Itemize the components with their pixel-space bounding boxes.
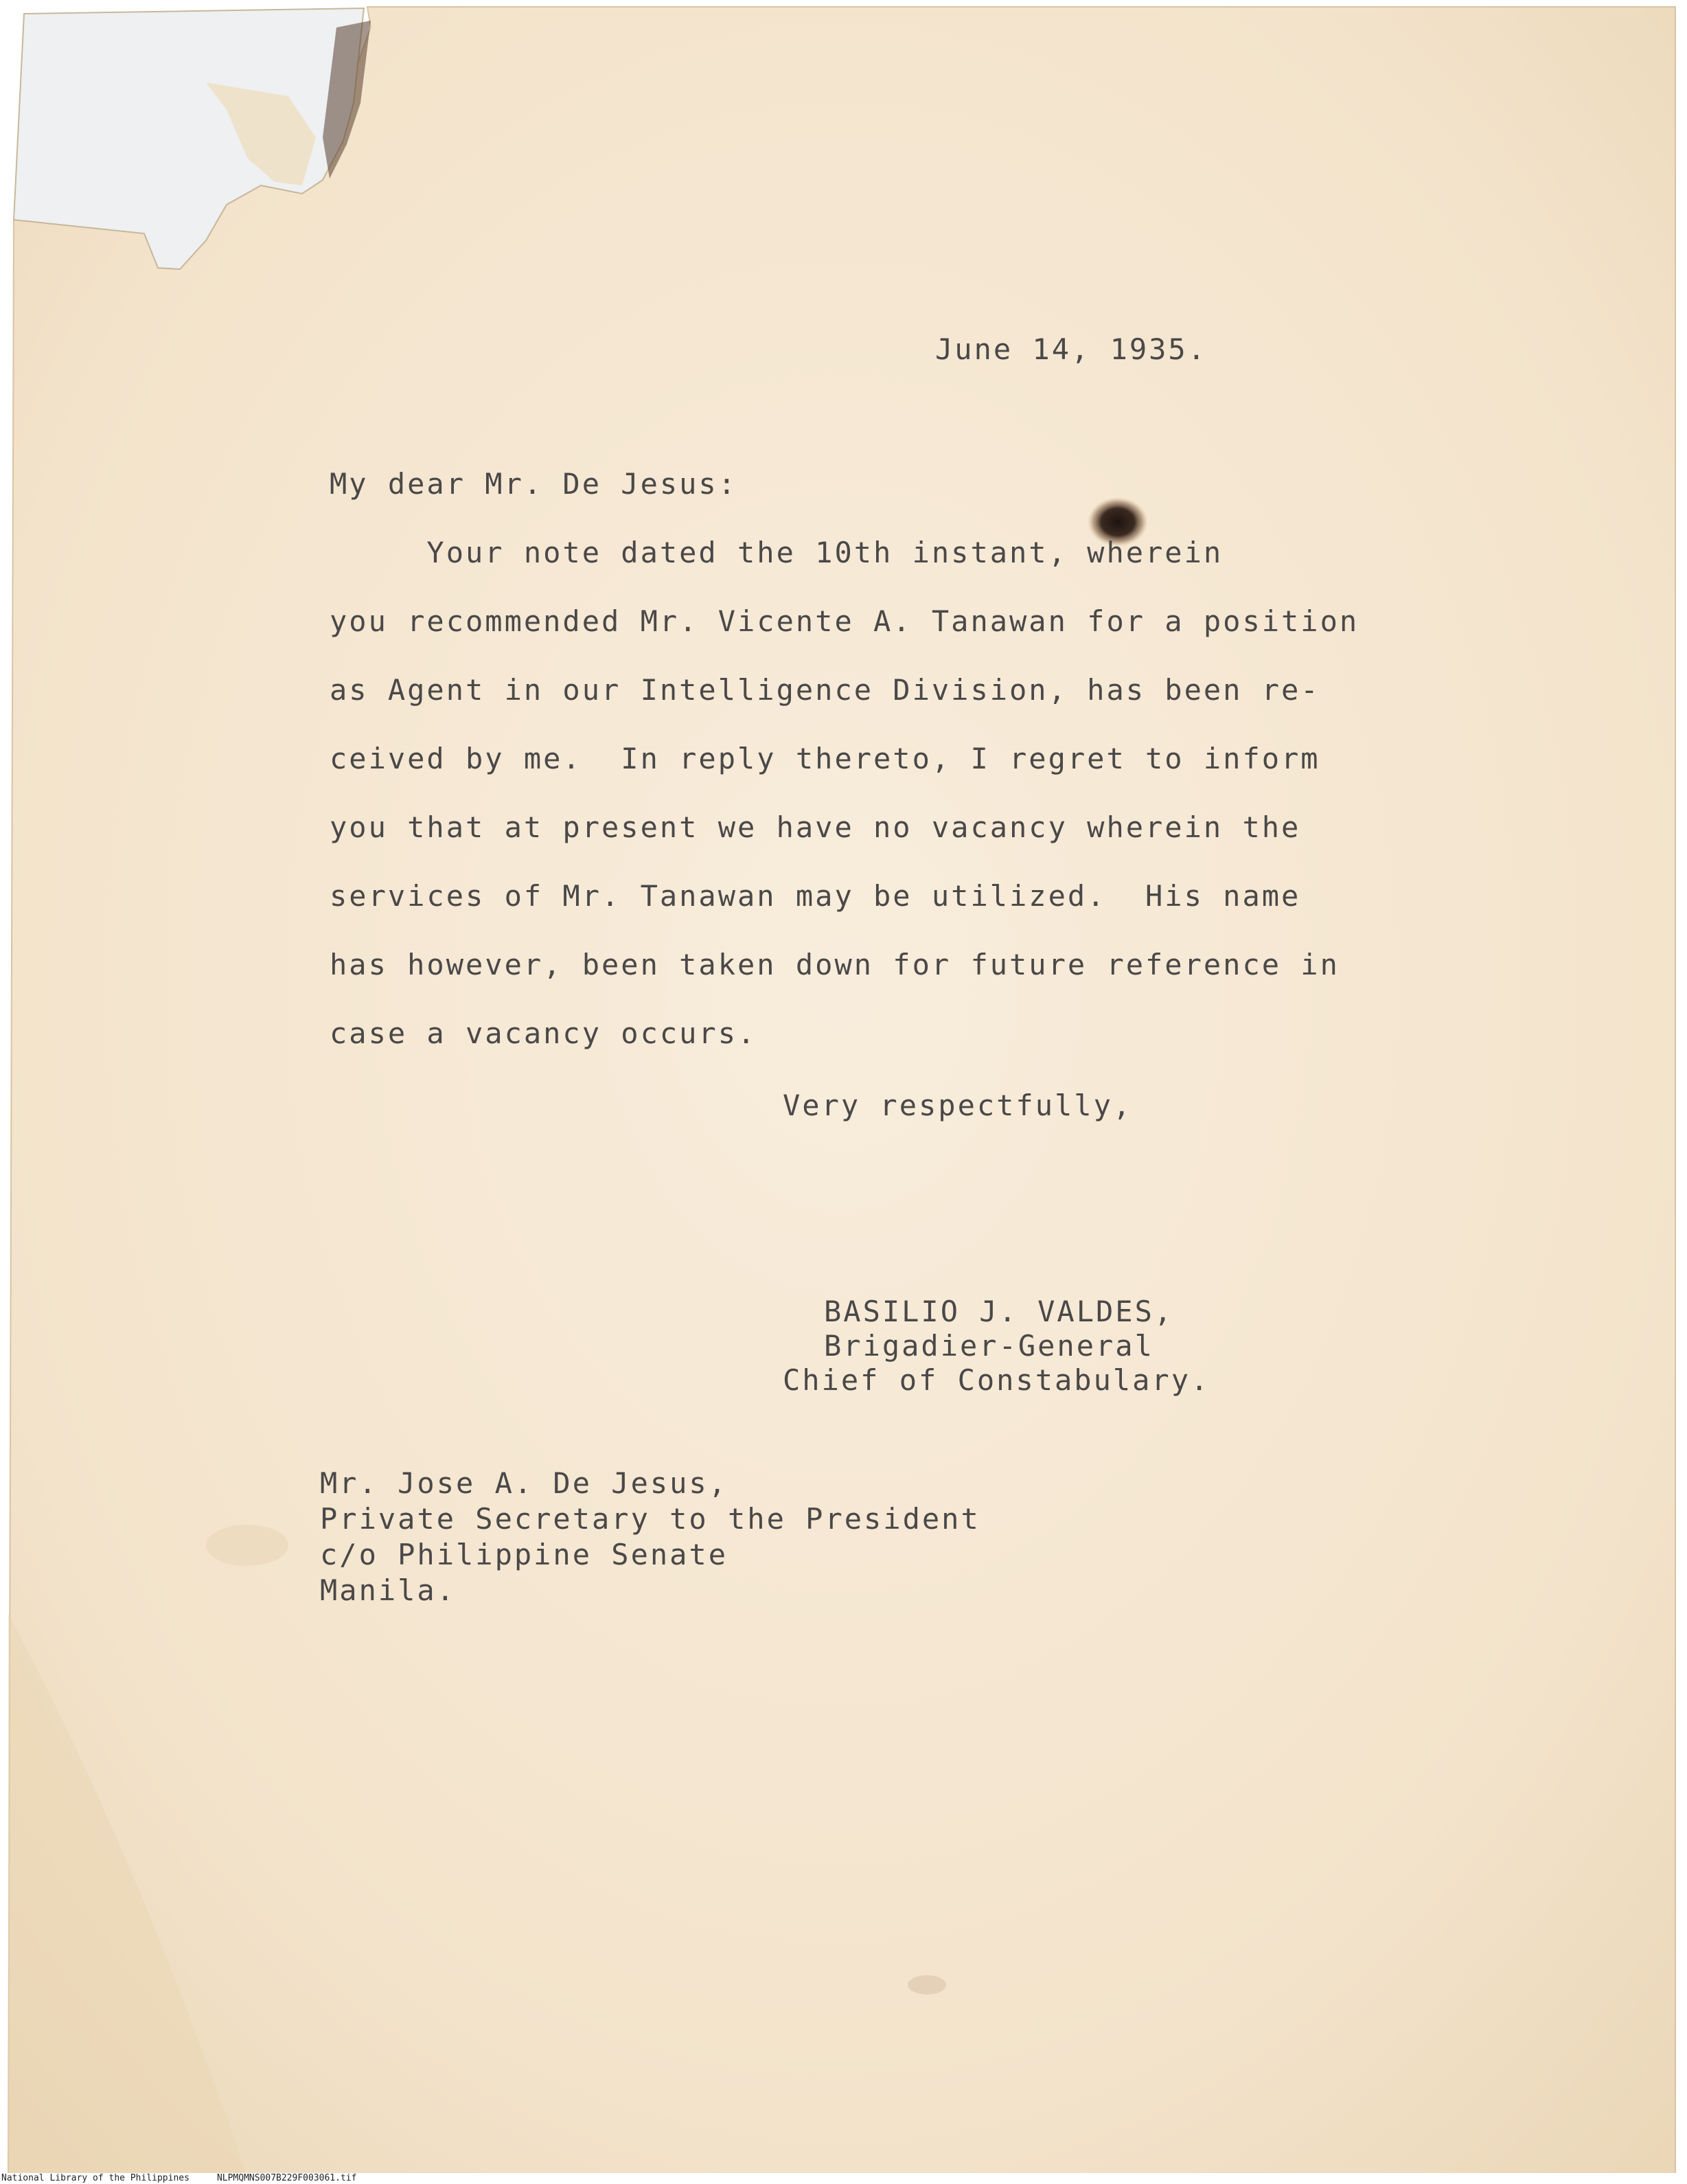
body-line: services of Mr. Tanawan may be utilized. His name (330, 879, 1301, 913)
body-line: Your note dated the 10th instant, wherein (330, 536, 1224, 569)
signature-title: Chief of Constabulary. (783, 1363, 1210, 1397)
footer-filename: NLPMQMNS007B229F003061.tif (216, 2173, 357, 2183)
signature-name: BASILIO J. VALDES, (824, 1295, 1174, 1328)
body-line: ceived by me. In reply thereto, I regret to inform (330, 742, 1320, 775)
body-line: you that at present we have no vacancy wherein the (330, 810, 1301, 844)
closing: Very respectfully, (783, 1089, 1133, 1122)
addressee-line: Mr. Jose A. De Jesus, (320, 1466, 728, 1500)
body-line: you recommended Mr. Vicente A. Tanawan for a position (330, 604, 1359, 638)
body-line: case a vacancy occurs. (330, 1016, 757, 1050)
addressee-line: Private Secretary to the President (320, 1502, 980, 1536)
addressee-line: Manila. (320, 1573, 457, 1607)
body-line: has however, been taken down for future reference in (330, 948, 1340, 981)
salutation: My dear Mr. De Jesus: (330, 467, 738, 501)
scan-footer (0, 2173, 1687, 2184)
body-line: as Agent in our Intelligence Division, has been re- (330, 673, 1320, 707)
letter-date: June 14, 1935. (935, 332, 1208, 366)
footer-institution: National Library of the Philippines (1, 2173, 190, 2183)
signature-rank: Brigadier-General (824, 1329, 1154, 1363)
addressee-line: c/o Philippine Senate (320, 1538, 728, 1571)
